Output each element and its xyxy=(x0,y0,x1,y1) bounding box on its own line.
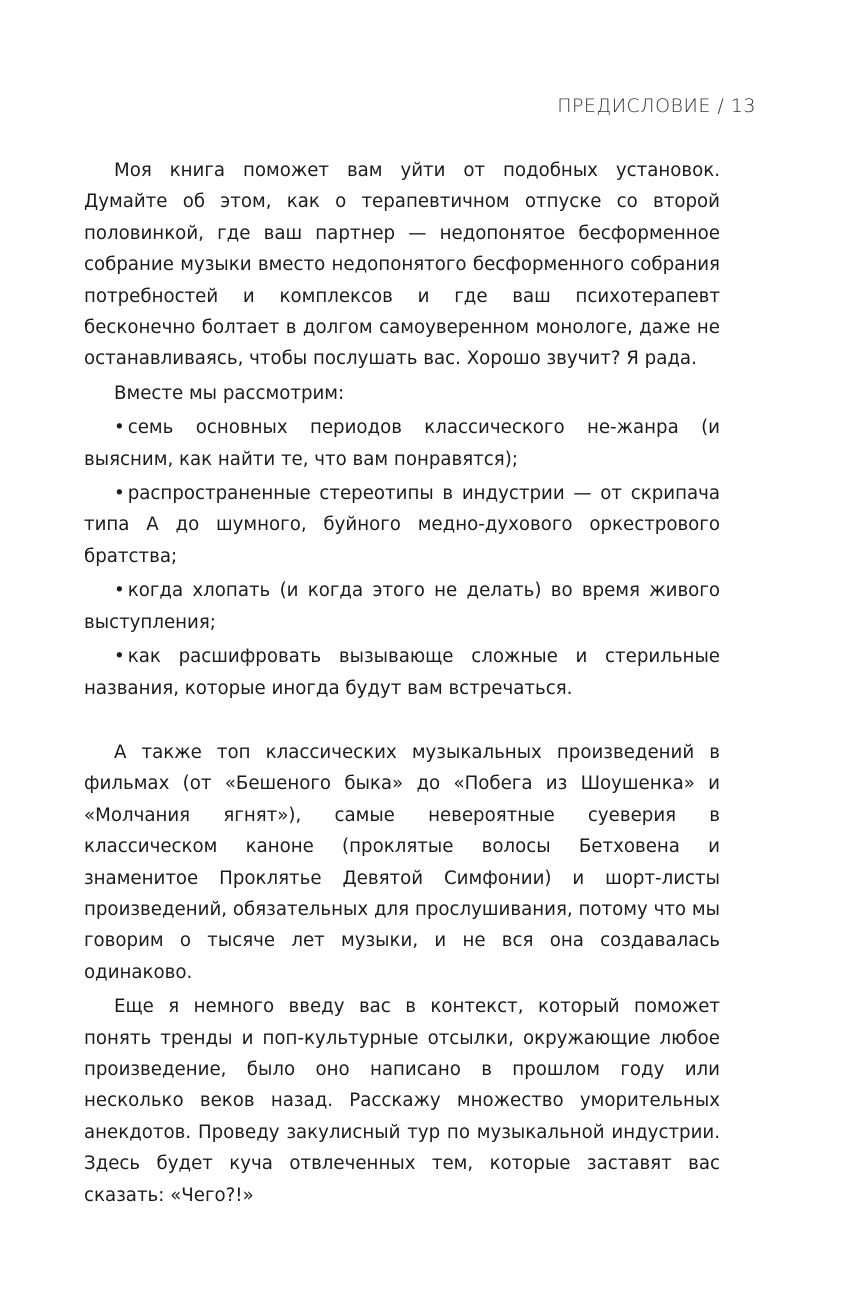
running-header: ПРЕДИСЛОВИЕ / 13 xyxy=(557,95,756,117)
list-item-text: как расшифровать вызывающе сложные и стерильные названия, которые иногда будут вам встречаться. xyxy=(84,646,720,699)
paragraph-films: А также топ классических музыкальных произведений в фильмах (от «Бешеного быка» до «Побега из Шоушенка» и «Молчания ягнят»), самые невероятные суеверия в классическом каноне (проклятые волосы Бетховена и знаменитое Проклятье Девятой Симфонии) и шорт-листы произведений, обязательных для прослушивания, потому что мы говорим о тысяче лет музыки, и не вся она создавалась одинаково. xyxy=(84,741,720,983)
topics-list xyxy=(84,412,720,704)
paragraph-context: Еще я немного введу вас в контекст, который поможет понять тренды и поп-культурные отсылки, окружающие любое произведение, было оно написано в прошлом году или несколько веков назад. Расскажу множество уморительных анекдотов. Проведу закулисный тур по музыкальной индустрии. Здесь будет куча отвлеченных тем, которые заставят вас сказать: «Чего?!» xyxy=(84,996,720,1206)
paragraph-intro: Моя книга поможет вам уйти от подобных установок. Думайте об этом, как о терапевтичном отпуске со второй половинкой, где ваш партнер — недопонятое бесформенное собрание музыки вместо недопонятого бесформенного собрания потребностей и комплексов и где ваш психотерапевт бесконечно болтает в долгом самоуверенном монологе, даже не останавливаясь, чтобы послушать вас. Хорошо звучит? Я рада. xyxy=(84,160,720,370)
list-item xyxy=(84,575,720,638)
list-item-text: когда хлопать (и когда этого не делать) во время живого выступления; xyxy=(84,580,720,633)
page-text xyxy=(84,155,720,1211)
bullet-icon: • xyxy=(114,646,125,668)
bullet-icon: • xyxy=(114,580,125,602)
list-intro: Вместе мы рассмотрим: xyxy=(114,382,345,404)
list-item-text: распространенные стереотипы в индустрии — от скрипача типа А до шумного, буйного медно-духового оркестрового братства; xyxy=(84,483,720,567)
bullet-icon: • xyxy=(114,417,125,439)
list-item xyxy=(84,641,720,704)
list-item xyxy=(84,412,720,475)
list-item-text: семь основных периодов классического не-жанра (и выясним, как найти те, что вам понравятся); xyxy=(84,417,720,470)
bullet-icon: • xyxy=(114,483,125,505)
list-item xyxy=(84,478,720,572)
